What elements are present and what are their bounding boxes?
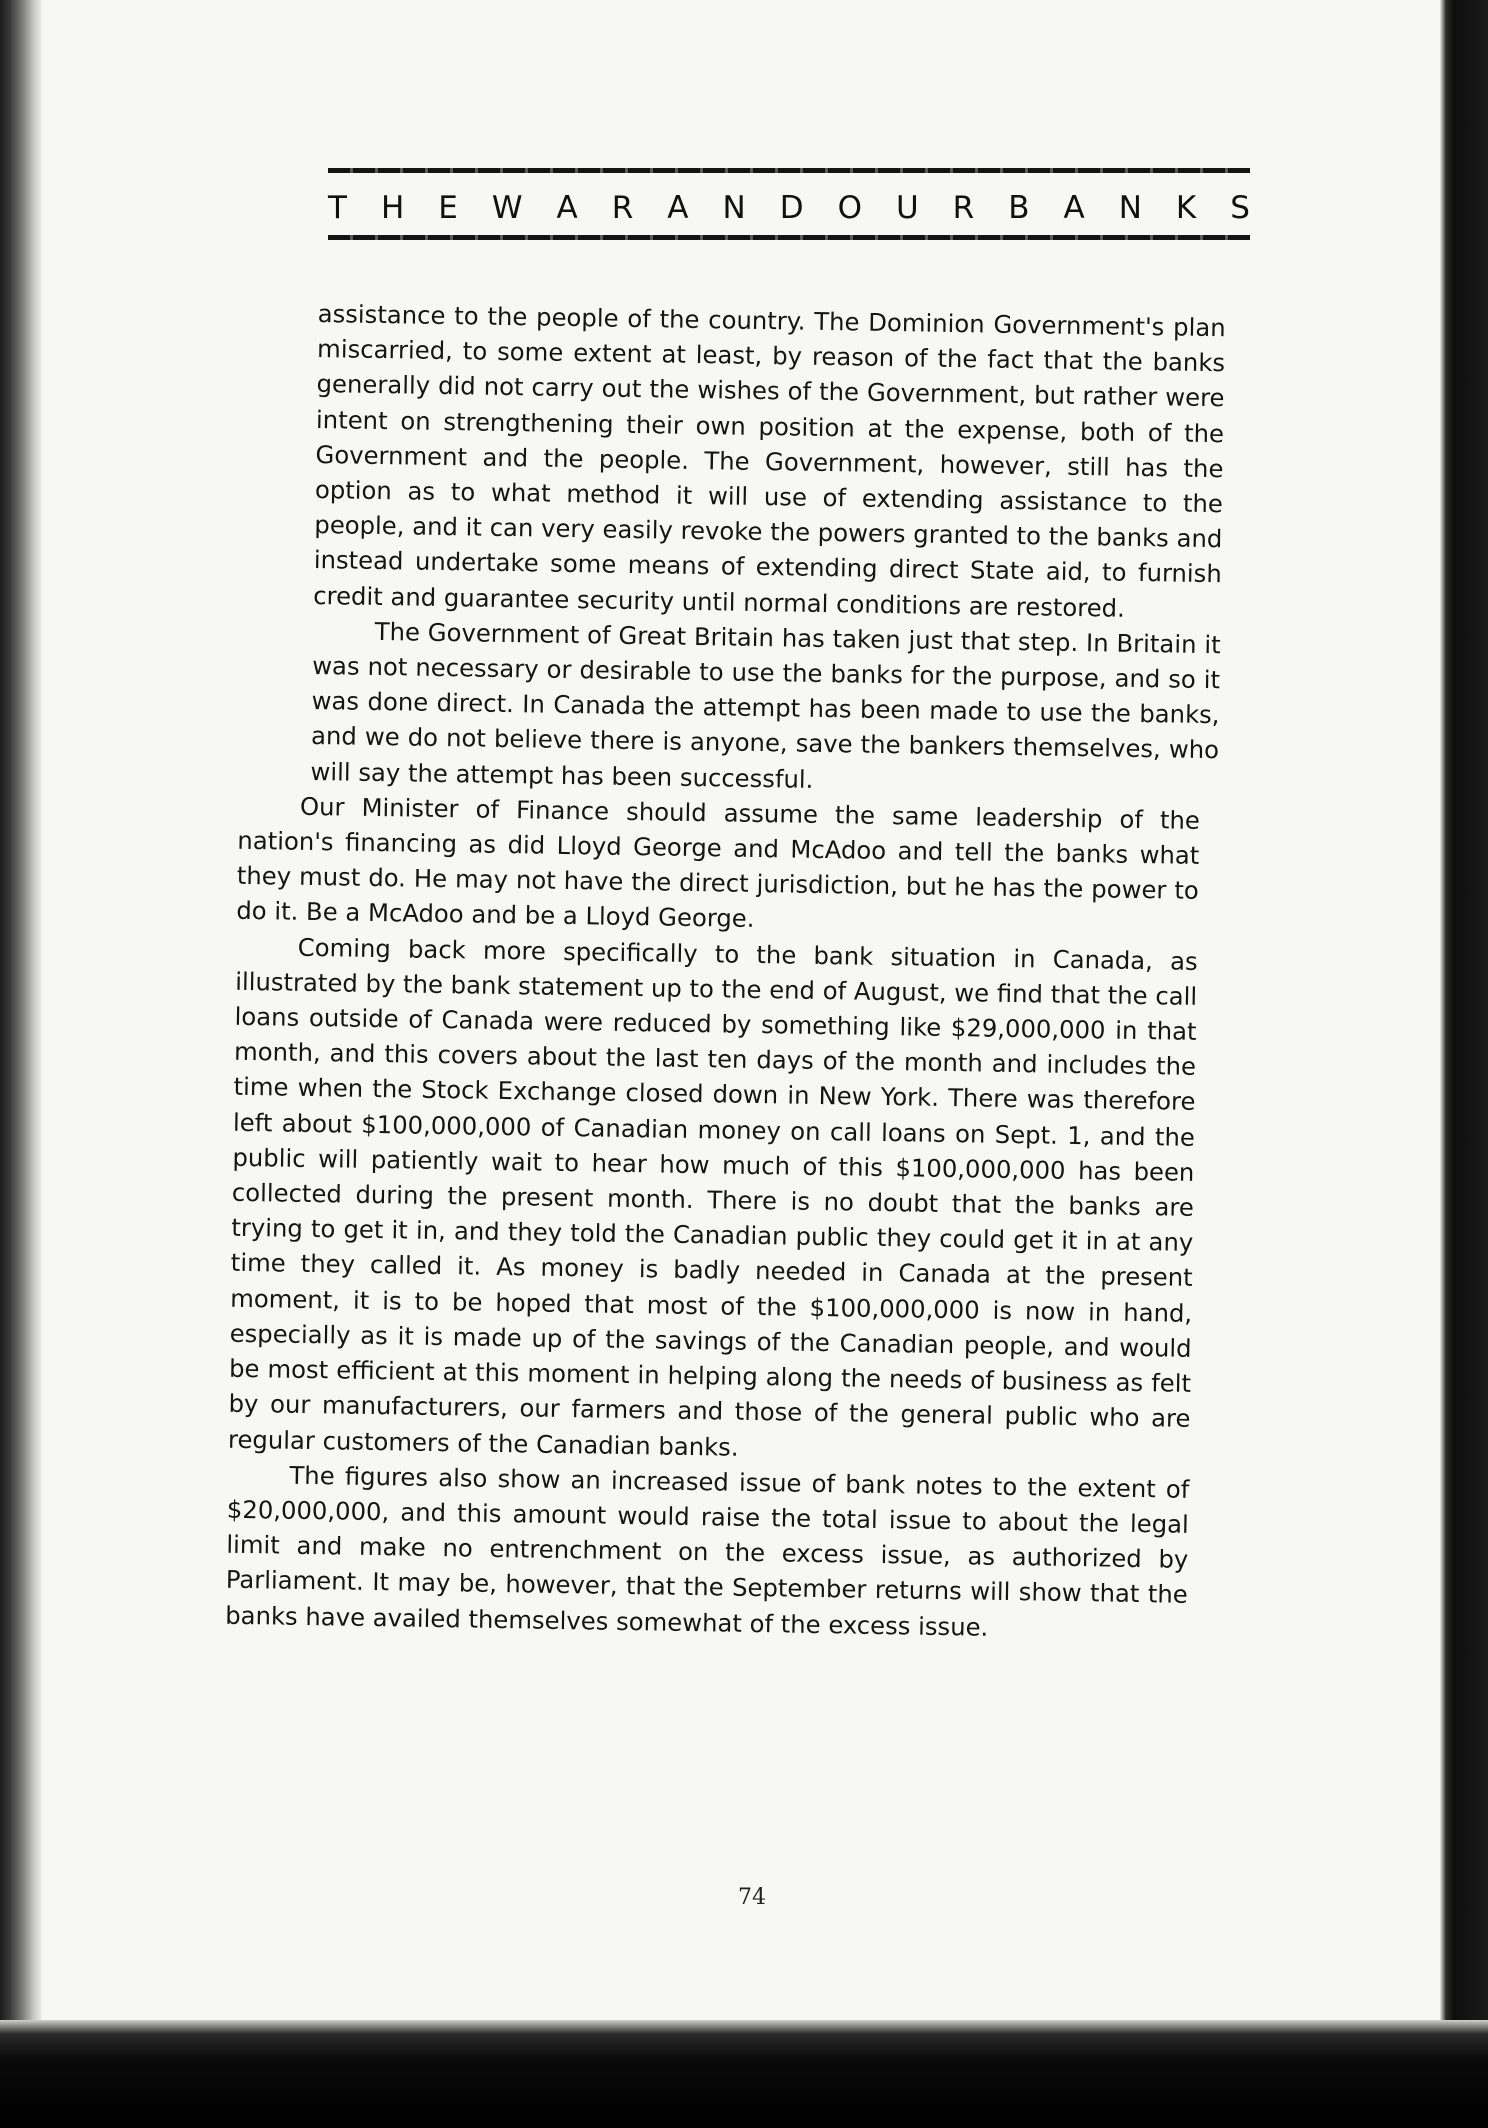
header-rule-bottom (328, 235, 1250, 240)
running-head-letter: N (722, 190, 746, 226)
paragraph-bank-situation: Coming back more specifically to the bank situation in Canada, as illustrated by the bank statement up to the end of August, we find that the call loans outside of Canada were reduced by something like $29,000,000 in that month, and this covers about the last ten days of the month and includes the time when the Stock Exchange closed down in New York. There was therefore left about $100,000,000 of Canadian money on call loans on Sept. 1, and the public will patiently wait to hear how much of this $100,000,000 has been collected during the present month. There is no doubt that the banks are trying to get it in, and they told the Canadian public they could get it in at any time they called it. As money is badly needed in Canada at the present moment, it is to be hoped that most of the $100,000,000 is now in hand, especially as it is made up of the savings of the Canadian people, and would be most efficient at this moment in helping along the needs of business as felt by our manufacturers, our farmers and those of the general public who are regular customers of the Canadian banks. (227, 932, 1198, 1462)
header-rule-top (328, 168, 1250, 173)
running-head-letter: N (1118, 190, 1142, 226)
running-head-letter: R (611, 190, 634, 226)
running-head-letter: W (491, 190, 523, 226)
running-head-letter: A (667, 190, 689, 226)
running-head-letter: D (779, 190, 804, 226)
running-head-letter: K (1175, 190, 1197, 226)
running-head-letter: T (328, 190, 347, 226)
running-head-letter: B (1008, 190, 1030, 226)
paragraph-continued: assistance to the people of the country. The Dominion Government's plan miscarried, to some extent at least, by reason of the fact that the banks generally did not carry out the wishes of the Government, but rather were intent on strengthening their own position at the expense, both of the Government and the people. The Government, however, still has the option as to what method it will use of extending assistance to the people, and it can very easily revoke the powers granted to the banks and instead undertake some means of extending direct State aid, to furnish credit and guarantee security until normal conditions are restored. (313, 298, 1226, 623)
running-head-letter: E (438, 190, 458, 226)
paragraph-bank-notes: The figures also show an increased issue of bank notes to the extent of $20,000,000, and this amount would raise the total issue to about the legal limit and make no entrenchment on the excess issue, as authorized by Parliament. It may be, however, that the September returns will show that the banks have availed themselves somewhat of the excess issue. (225, 1460, 1190, 1642)
running-head-letter: U (895, 190, 919, 226)
running-head-letter: S (1230, 190, 1250, 226)
paragraph-minister-of-finance: Our Minister of Finance should assume the same leadership of the nation's financing as did Lloyd George and McAdoo and tell the banks what they must do. He may not have the direct jurisdiction, but he has the power to do it. Be a McAdoo and be a Lloyd George. (236, 791, 1201, 934)
running-head-letter: O (837, 190, 862, 226)
running-head-letter: H (380, 190, 405, 226)
body-text (225, 296, 1226, 1648)
running-head-letter: A (1063, 190, 1085, 226)
running-head-letter: A (556, 190, 578, 226)
running-head (328, 188, 1250, 228)
page-number: 74 (738, 1885, 766, 1910)
bottom-scan-border (0, 2020, 1488, 2128)
paragraph-great-britain: The Government of Great Britain has taken just that step. In Britain it was not necessary or desirable to use the banks for the purpose, and so it was done direct. In Canada the attempt has been made to use the banks, and we do not believe there is anyone, save the bankers themselves, who will say the attempt has been successful. (310, 616, 1221, 794)
right-page-edge (1440, 0, 1488, 2128)
running-head-letter: R (952, 190, 975, 226)
book-binding-shadow (0, 0, 42, 2128)
